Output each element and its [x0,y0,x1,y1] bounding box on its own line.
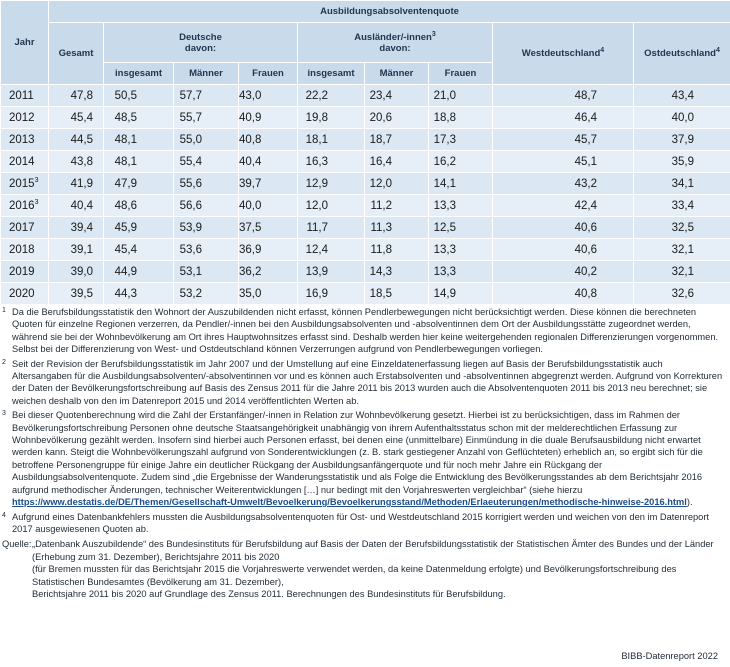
cell-germans-women: 37,5 [239,217,298,239]
cell-year: 2019 [1,261,49,283]
cell-east: 32,6 [634,283,730,305]
cell-germans-women: 40,9 [239,107,298,129]
header-foreigners: Ausländer/-innen$^3$ davon: [298,23,493,63]
cell-east: 33,4 [634,195,730,217]
cell-germans-women: 35,0 [239,283,298,305]
cell-germans-women: 40,4 [239,151,298,173]
cell-total: 39,5 [49,283,104,305]
cell-east: 40,0 [634,107,730,129]
cell-germans-women: 36,9 [239,239,298,261]
cell-foreigners-women: 14,9 [429,283,493,305]
cell-foreigners-women: 18,8 [429,107,493,129]
cell-east: 32,1 [634,261,730,283]
footnotes [0,304,730,600]
cell-west: 42,4 [493,195,634,217]
cell-year: 2018 [1,239,49,261]
cell-west: 40,8 [493,283,634,305]
cell-foreigners-men: 11,8 [365,239,429,261]
cell-foreigners-women: 13,3 [429,261,493,283]
footnote-1: 1 Da die Berufsbildungsstatistik den Wohnort der Auszubildenden nicht erfasst, können Pendlerbewegungen nicht berücksichtigt werden. Diese können die berechneten Quoten für einzelne Regionen verzerren, da Pendler/-innen bei den Ausbildungsabsolventen und -absolventinnen dem Ort der Ausbildungsstätte zugeordnet werden, während sie bei der Wohnbevölkerung am Ort ihres Hauptwohnsitzes erfasst sind. Deshalb werden hier keine weitergehenden regionalen Differenzierungen vorgenommen. Selbst bei der Differenzierung von West- und Ostdeutschland können Verzerrungen aufgrund von Pendlerbewegungen vorliegen. [2,307,719,355]
cell-total: 43,8 [49,151,104,173]
cell-year: 2014 [1,151,49,173]
cell-foreigners-men: 18,7 [365,129,429,151]
cell-total: 40,4 [49,195,104,217]
cell-germans-men: 55,6 [174,173,239,195]
quota-table [0,0,730,305]
cell-total: 41,9 [49,173,104,195]
source-note [0,538,730,600]
header-quote: Ausbildungsabsolventenquote [49,1,730,23]
cell-germans-total: 45,4 [104,239,174,261]
cell-west: 48,7 [493,85,634,107]
cell-foreigners-total: 16,9 [298,283,365,305]
cell-east: 34,1 [634,173,730,195]
cell-year: 2011 [1,85,49,107]
cell-germans-women: 40,8 [239,129,298,151]
cell-west: 40,6 [493,239,634,261]
table-row [1,107,730,129]
cell-germans-men: 53,6 [174,239,239,261]
cell-germans-total: 44,9 [104,261,174,283]
cell-east: 32,1 [634,239,730,261]
table-row [1,195,730,217]
cell-total: 47,8 [49,85,104,107]
cell-year: 2020 [1,283,49,305]
cell-germans-men: 55,0 [174,129,239,151]
footnote-2: 2 Seit der Revision der Berufsbildungsstatistik im Jahr 2007 und der Umstellung auf eine Einzeldatenerfassung liegen auf Basis der Berufsbildungsstatistik auch Altersangaben für die Ausbildungsabsolventen/-absolventinnen vor und es können auch Erstabsolventen und -absolventinnen abgegrenzt werden. Aufgrund von Korrekturen der Daten der Bevölkerungsfortschreibung auf Basis des Zensus 2011 für die Jahre 2011 bis 2013 wurden auch die Absolventenquoten 2011 bis 2013 neu berechnet; sie weichen deshalb von den im Datenreport 2015 und 2014 veröffentlichten Werten ab. [2,358,723,406]
source-line-1: „Datenbank Auszubildende“ des Bundesinstituts für Berufsbildung auf Basis der Daten der Berufsbildungsstatistik der Statistischen Ämter des Bundes und der Länder (Erhebung zum 31. Dezember), Berichtsjahre 2011 bis 2020 [32,539,714,562]
cell-total: 45,4 [49,107,104,129]
cell-foreigners-men: 16,4 [365,151,429,173]
cell-foreigners-women: 17,3 [429,129,493,151]
cell-foreigners-women: 14,1 [429,173,493,195]
cell-foreigners-men: 14,3 [365,261,429,283]
header-total: Gesamt [49,23,104,85]
footnote-3: 3 Bei dieser Quotenberechnung wird die Zahl der Erstanfänger/-innen in Relation zur Wohnbevölkerung gesetzt. Hierbei ist zu berücksichtigen, dass im Rahmen der Bevölkerungsfortschreibung Personen ohne deutsche Staatsangehörigkeit unabhängig von ihrem Aufenthaltsstatus schon mit der melderechtlichen Erfassung zur Wohnbevölkerung gezählt werden. Insofern sind hierbei auch Personen erfasst, bei denen eine (unmittelbare) Einmündung in die duale Berufsausbildung nicht erwartet werden kann. Steigt die Wohnbevölkerungszahl aufgrund von Sonderentwicklungen (z. B. stark gestiegener Anzahl von Geflüchteten) erheblich an, so ergibt sich für die betroffene Personengruppe für einige Jahre ein deutlicher Rückgang der Ausbildungsanfängerquote und für noch mehr Jahre ein Rückgang der Ausbildungsabsolventenquote. Zudem sind „die Ergebnisse der Wanderungsstatistik und als Folge die Entwicklung des Bevölkerungsstandes ab dem Berichtsjahr 2016 aufgrund methodischer Änderungen, technischer Weiterentwicklungen […] nur bedingt mit den Vorjahreswerten vergleichbar“ (siehe hierzu https://www.destatis.de/DE/Themen/Gesellschaft-Umwelt/Bevoelkerung/Bevoelkerungsstand/Methoden/Erlaeuterungen/methodische-hinweise-2016.html). [2,410,703,508]
cell-west: 40,6 [493,217,634,239]
report-credit: BIBB-Datenreport 2022 [621,651,718,661]
header-foreigners-men: Männer [365,63,429,85]
source-line-3: Berichtsjahre 2011 bis 2020 auf Grundlage des Zensus 2011. Berechnungen des Bundesinstituts für Berufsbildung. [32,588,506,599]
header-west: Westdeutschland$^4$ [493,23,634,85]
cell-west: 40,2 [493,261,634,283]
table-row [1,239,730,261]
table-row [1,217,730,239]
cell-foreigners-women: 12,5 [429,217,493,239]
cell-germans-men: 56,6 [174,195,239,217]
cell-germans-total: 48,1 [104,151,174,173]
table-row [1,129,730,151]
cell-year: 2015$^3$ [1,173,49,195]
cell-west: 46,4 [493,107,634,129]
cell-germans-women: 40,0 [239,195,298,217]
cell-foreigners-men: 11,3 [365,217,429,239]
cell-germans-women: 39,7 [239,173,298,195]
cell-west: 43,2 [493,173,634,195]
cell-foreigners-total: 13,9 [298,261,365,283]
header-year: Jahr [1,1,49,85]
header-germans-women: Frauen [239,63,298,85]
methodology-link[interactable]: https://www.destatis.de/DE/Themen/Gesellschaft-Umwelt/Bevoelkerung/Bevoelkerungsstand/Methoden/Erlaeuterungen/methodische-hinweise-2016.html [12,497,687,508]
cell-foreigners-men: 23,4 [365,85,429,107]
header-east: Ostdeutschland$^4$ [634,23,730,85]
cell-year: 2016$^3$ [1,195,49,217]
cell-germans-men: 53,2 [174,283,239,305]
cell-east: 32,5 [634,217,730,239]
source-label: Quelle: [2,539,32,550]
cell-germans-total: 44,3 [104,283,174,305]
cell-germans-men: 57,7 [174,85,239,107]
cell-germans-total: 48,5 [104,107,174,129]
cell-germans-total: 50,5 [104,85,174,107]
cell-west: 45,1 [493,151,634,173]
cell-foreigners-men: 11,2 [365,195,429,217]
cell-germans-men: 55,7 [174,107,239,129]
cell-foreigners-total: 18,1 [298,129,365,151]
source-line-2: (für Bremen mussten für das Berichtsjahr 2015 die Vorjahreswerte verwendet werden, da keine Datenmeldung erfolgte) und Bevölkerungsfortschreibung des Statistischen Bundesamtes (Bevölkerung am 31. Dezember), [32,564,677,587]
header-germans-men: Männer [174,63,239,85]
cell-total: 44,5 [49,129,104,151]
cell-west: 45,7 [493,129,634,151]
cell-year: 2017 [1,217,49,239]
cell-total: 39,4 [49,217,104,239]
cell-foreigners-women: 13,3 [429,239,493,261]
table-row [1,85,730,107]
cell-year: 2012 [1,107,49,129]
table-row [1,173,730,195]
cell-year: 2013 [1,129,49,151]
cell-foreigners-total: 19,8 [298,107,365,129]
table-row [1,261,730,283]
cell-germans-total: 45,9 [104,217,174,239]
footnote-4: 4 Aufgrund eines Datenbankfehlers mussten die Ausbildungsabsolventenquoten für Ost- und Westdeutschland 2015 korrigiert werden und weichen von den im Datenreport 2017 ausgewiesenen Quoten ab. [2,511,710,534]
cell-east: 43,4 [634,85,730,107]
cell-total: 39,0 [49,261,104,283]
table-row [1,151,730,173]
cell-foreigners-total: 16,3 [298,151,365,173]
cell-foreigners-men: 12,0 [365,173,429,195]
cell-germans-total: 48,1 [104,129,174,151]
cell-foreigners-women: 21,0 [429,85,493,107]
cell-foreigners-men: 20,6 [365,107,429,129]
cell-germans-women: 36,2 [239,261,298,283]
cell-foreigners-total: 12,4 [298,239,365,261]
cell-germans-total: 48,6 [104,195,174,217]
cell-germans-men: 53,9 [174,217,239,239]
cell-total: 39,1 [49,239,104,261]
cell-germans-women: 43,0 [239,85,298,107]
header-germans-total: insgesamt [104,63,174,85]
cell-germans-men: 55,4 [174,151,239,173]
cell-foreigners-women: 13,3 [429,195,493,217]
cell-germans-men: 53,1 [174,261,239,283]
cell-foreigners-men: 18,5 [365,283,429,305]
table-body [1,85,730,305]
cell-east: 35,9 [634,151,730,173]
header-germans: Deutsche davon: [104,23,298,63]
cell-germans-total: 47,9 [104,173,174,195]
cell-foreigners-total: 12,9 [298,173,365,195]
cell-foreigners-total: 11,7 [298,217,365,239]
header-foreigners-women: Frauen [429,63,493,85]
header-foreigners-total: insgesamt [298,63,365,85]
cell-foreigners-women: 16,2 [429,151,493,173]
table-row [1,283,730,305]
cell-foreigners-total: 12,0 [298,195,365,217]
cell-east: 37,9 [634,129,730,151]
cell-foreigners-total: 22,2 [298,85,365,107]
